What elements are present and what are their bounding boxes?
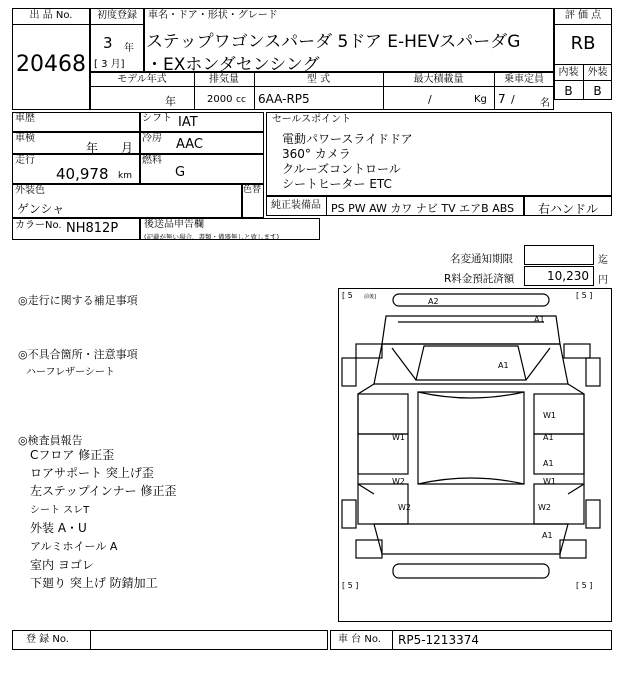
rear-bumper [393,564,549,578]
interior-grade: B [564,84,573,98]
notice-field [524,245,594,265]
inspector-line: シート スレT [30,505,90,516]
divider [326,196,327,216]
roof [416,346,526,380]
mark-right-rear-lower: W1 [543,477,556,486]
recycle-label: R料金預託済額 [444,273,515,285]
fuel-label: 燃料 [142,155,162,166]
corner-bl: [ 5 ] [342,581,359,590]
mark-right-rear: A1 [543,459,554,468]
ac-value: AAC [176,137,203,152]
inspection-year: 年 [86,141,99,155]
inspector-line: 左ステップインナー 修正歪 [30,484,177,498]
inspection-month: 月 [121,141,134,155]
shift-label: シフト [142,113,172,124]
diagram-frame [339,289,612,622]
car-name-line2: ・EXホンダセンシング [146,55,320,75]
capacity-label: 乗車定員 [504,74,544,85]
divider [12,24,90,25]
equipment-label: 純正装備品 [271,200,321,211]
interior-label: 内装 [558,67,579,78]
rear-window [374,524,568,554]
chassis-label: 車 台 No. [338,634,381,645]
model-type: 6AA-RP5 [258,92,310,106]
reg-note: (記載が無い場合、書類・備器無しと致します) [144,233,280,241]
first-reg-year: 3 [103,34,113,52]
wheel-rr [586,500,600,528]
reg-no-label: 登 録 No. [26,634,69,645]
type-label: 型 式 [306,74,331,85]
inspector-line: 室内 ヨゴレ [30,558,94,572]
capacity: 7 [498,92,506,106]
recycle-value: 10,230 [524,266,594,286]
driving-notes-label: ◎走行に関する補足事項 [18,294,138,307]
corner-tl: [ 5 [342,291,353,300]
steering-value: 右ハンドル [537,202,598,216]
reg-label: 後送品申告欄 [144,219,204,230]
inspection-label: 車検 [15,133,35,144]
displacement-label: 排気量 [209,74,239,85]
defect-notes-label: ◎不具合箇所・注意事項 [18,348,138,361]
inspector-line: ロアサポート 突上げ歪 [30,466,154,480]
defect-line: ハーフレザーシート [26,367,115,378]
color-no-label: カラーNo. [15,220,62,231]
divider [392,630,393,650]
right-front-door [534,394,584,434]
inspector-line: アルミホイール A [30,540,118,553]
sales-line: 電動パワースライドドア [282,132,413,146]
mark-windshield: A1 [498,361,509,370]
corner-tr: [ 5 ] [576,291,593,300]
max-load-label: 最大積載量 [413,74,464,85]
front-bumper [393,294,549,306]
mirror-right [564,344,590,358]
mark-left-front: W1 [392,433,405,442]
divider [554,80,612,81]
inspector-line: 外装 A・U [30,521,87,535]
car-name-line1: ステップワゴンスパーダ 5ドア E-HEVスパーダG [146,32,521,52]
max-load: / [428,93,432,106]
wheel-fl [342,358,356,386]
chassis-value: RP5-1213374 [398,633,479,647]
rating-value: RB [570,33,596,54]
mileage-value: 40,978 [56,165,109,183]
rear-light-left [356,540,382,558]
mark-left-quarter: W2 [398,503,411,512]
name-label: 車名・ドア・形状・グレード [148,10,278,21]
rating-label: 評 価 点 [564,10,602,21]
mileage-unit: km [118,171,132,181]
mark-right-quarter-lower: A1 [542,531,553,540]
corner-tl-small: 前後] [364,294,376,300]
lot-no-label: 出 品 No. [29,10,73,21]
notice-unit: 迄 [598,255,608,266]
ac-label: 冷房 [142,133,162,144]
rear-light-right [560,540,586,558]
wheel-rl [342,500,356,528]
history-label: 車歴 [15,113,35,124]
exterior-grade: B [593,84,602,98]
shift-value: IAT [178,115,198,130]
damage-marks [392,297,556,540]
capacity-unit: 名 [540,98,550,109]
first-reg-label: 初度登録 [97,10,137,21]
mark-right-quarter: W2 [538,503,551,512]
notice-label: 名変通知期限 [450,253,513,265]
mark-right-front: W1 [543,411,556,420]
corner-br: [ 5 ] [576,581,593,590]
car-outline [342,294,600,578]
displacement: 2000 [207,94,233,105]
color-value: ゲンシャ [17,202,65,216]
divider [90,630,91,650]
color-label: 外装色 [15,185,45,196]
mileage-label: 走行 [15,155,35,166]
lot-no: 20468 [16,52,86,77]
inspector-label: ◎検査員報告 [18,434,83,447]
recycle-unit: 円 [598,275,608,286]
fuel-value: G [175,165,186,180]
left-front-door [358,394,408,434]
first-reg-month: [ 3 月] [94,59,125,70]
divider [90,86,554,87]
divider [90,24,144,25]
right-rear-door [534,434,584,474]
color-change-label: 色替 [243,185,262,195]
mirror-left [356,344,382,358]
mark-left-rear: W2 [392,477,405,486]
cabin [418,392,524,484]
inspector-line: Cフロア 修正歪 [30,448,115,462]
year-unit: 年 [124,43,134,54]
sales-line: クルーズコントロール [282,162,401,176]
windshield [374,344,568,384]
capacity-sep: / [511,93,515,106]
sales-line: シートヒーター ETC [282,177,392,191]
wheel-fr [586,358,600,386]
mark-front-bumper: A2 [428,297,439,306]
model-year-label: モデル年式 [117,74,167,85]
model-year-unit: 年 [165,95,176,108]
mark-right-front-lower: A1 [543,433,554,442]
inspector-line: 下廻り 突上げ 防錆加工 [30,576,158,590]
displacement-unit: cc [236,95,246,105]
car-damage-diagram [338,288,612,622]
color-no-value: NH812P [66,221,119,236]
sales-label: セールスポイント [272,114,352,125]
mark-hood: A1 [534,315,545,324]
max-load-unit: Kg [474,94,487,105]
equipment-value: PS PW AW カワ ナビ TV エアB ABS [331,202,515,215]
sales-line: 360° カメラ [282,147,351,161]
divider [554,24,612,25]
exterior-label: 外装 [587,67,608,78]
